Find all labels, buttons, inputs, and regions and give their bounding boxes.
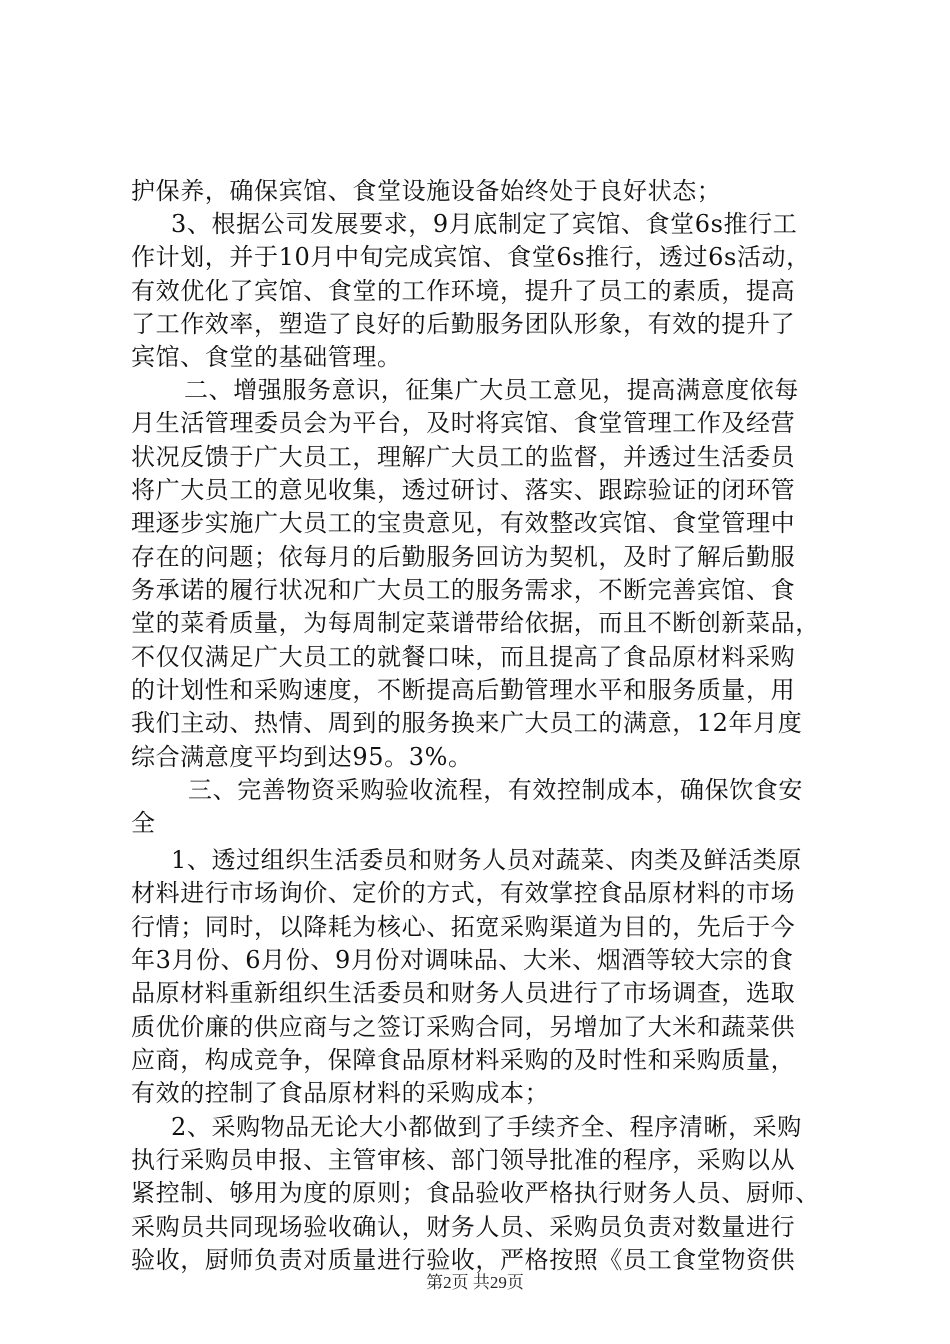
text-line: 将广大员工的意见收集，透过研讨、落实、跟踪验证的闭环管	[131, 476, 796, 504]
text-line: 采购员共同现场验收确认，财务人员、采购员负责对数量进行	[131, 1213, 796, 1241]
text-line: 的计划性和采购速度，不断提高后勤管理水平和服务质量，用	[131, 676, 796, 704]
text-line: 有效优化了宾馆、食堂的工作环境，提升了员工的素质，提高	[131, 277, 796, 305]
text-line: 状况反馈于广大员工，理解广大员工的监督，并透过生活委员	[131, 443, 796, 471]
text-line: 不仅仅满足广大员工的就餐口味，而且提高了食品原材料采购	[131, 643, 796, 671]
section-heading: 二、增强服务意识，征集广大员工意见，提高满意度依每	[184, 376, 799, 404]
text-line: 宾馆、食堂的基础管理。	[131, 343, 402, 371]
text-line: 质优价廉的供应商与之签订采购合同，另增加了大米和蔬菜供	[131, 1013, 796, 1041]
text-line: 作计划，并于10月中旬完成宾馆、食堂6s推行，透过6s活动，	[131, 243, 811, 271]
text-line: 存在的问题；依每月的后勤服务回访为契机，及时了解后勤服	[131, 543, 796, 571]
text-line: 综合满意度平均到达95。3%。	[131, 743, 473, 771]
text-line: 验收，厨师负责对质量进行验收，严格按照《员工食堂物资供	[131, 1246, 796, 1274]
text-line: 紧控制、够用为度的原则；食品验收严格执行财务人员、厨师、	[131, 1179, 820, 1207]
text-line: 理逐步实施广大员工的宝贵意见，有效整改宾馆、食堂管理中	[131, 509, 796, 537]
text-line: 年3月份、6月份、9月份对调味品、大米、烟酒等较大宗的食	[131, 946, 794, 974]
text-line: 执行采购员申报、主管审核、部门领导批准的程序，采购以从	[131, 1146, 796, 1174]
text-line: 品原材料重新组织生活委员和财务人员进行了市场调查，选取	[131, 979, 796, 1007]
text-line: 1、透过组织生活委员和财务人员对蔬菜、肉类及鲜活类原	[171, 846, 802, 874]
text-line: 2、采购物品无论大小都做到了手续齐全、程序清晰，采购	[171, 1113, 802, 1141]
page-number: 第2页 共29页	[426, 1273, 524, 1292]
section-heading: 三、完善物资采购验收流程，有效控制成本，确保饮食安	[188, 776, 803, 804]
text-line: 3、根据公司发展要求，9月底制定了宾馆、食堂6s推行工	[171, 210, 798, 238]
text-line: 月生活管理委员会为平台，及时将宾馆、食堂管理工作及经营	[131, 409, 796, 437]
text-line: 护保养，确保宾馆、食堂设施设备始终处于良好状态；	[131, 177, 722, 205]
text-line: 了工作效率，塑造了良好的后勤服务团队形象，有效的提升了	[131, 310, 796, 338]
text-line: 务承诺的履行状况和广大员工的服务需求，不断完善宾馆、食	[131, 576, 796, 604]
text-line: 全	[131, 809, 156, 837]
text-line: 堂的菜肴质量，为每周制定菜谱带给依据，而且不断创新菜品，	[131, 609, 820, 637]
text-line: 有效的控制了食品原材料的采购成本；	[131, 1079, 550, 1107]
text-line: 我们主动、热情、周到的服务换来广大员工的满意，12年月度	[131, 709, 803, 737]
text-line: 材料进行市场询价、定价的方式，有效掌控食品原材料的市场	[131, 879, 796, 907]
text-line: 行情；同时，以降耗为核心、拓宽采购渠道为目的，先后于今	[131, 913, 796, 941]
text-line: 应商，构成竞争，保障食品原材料采购的及时性和采购质量，	[131, 1046, 796, 1074]
